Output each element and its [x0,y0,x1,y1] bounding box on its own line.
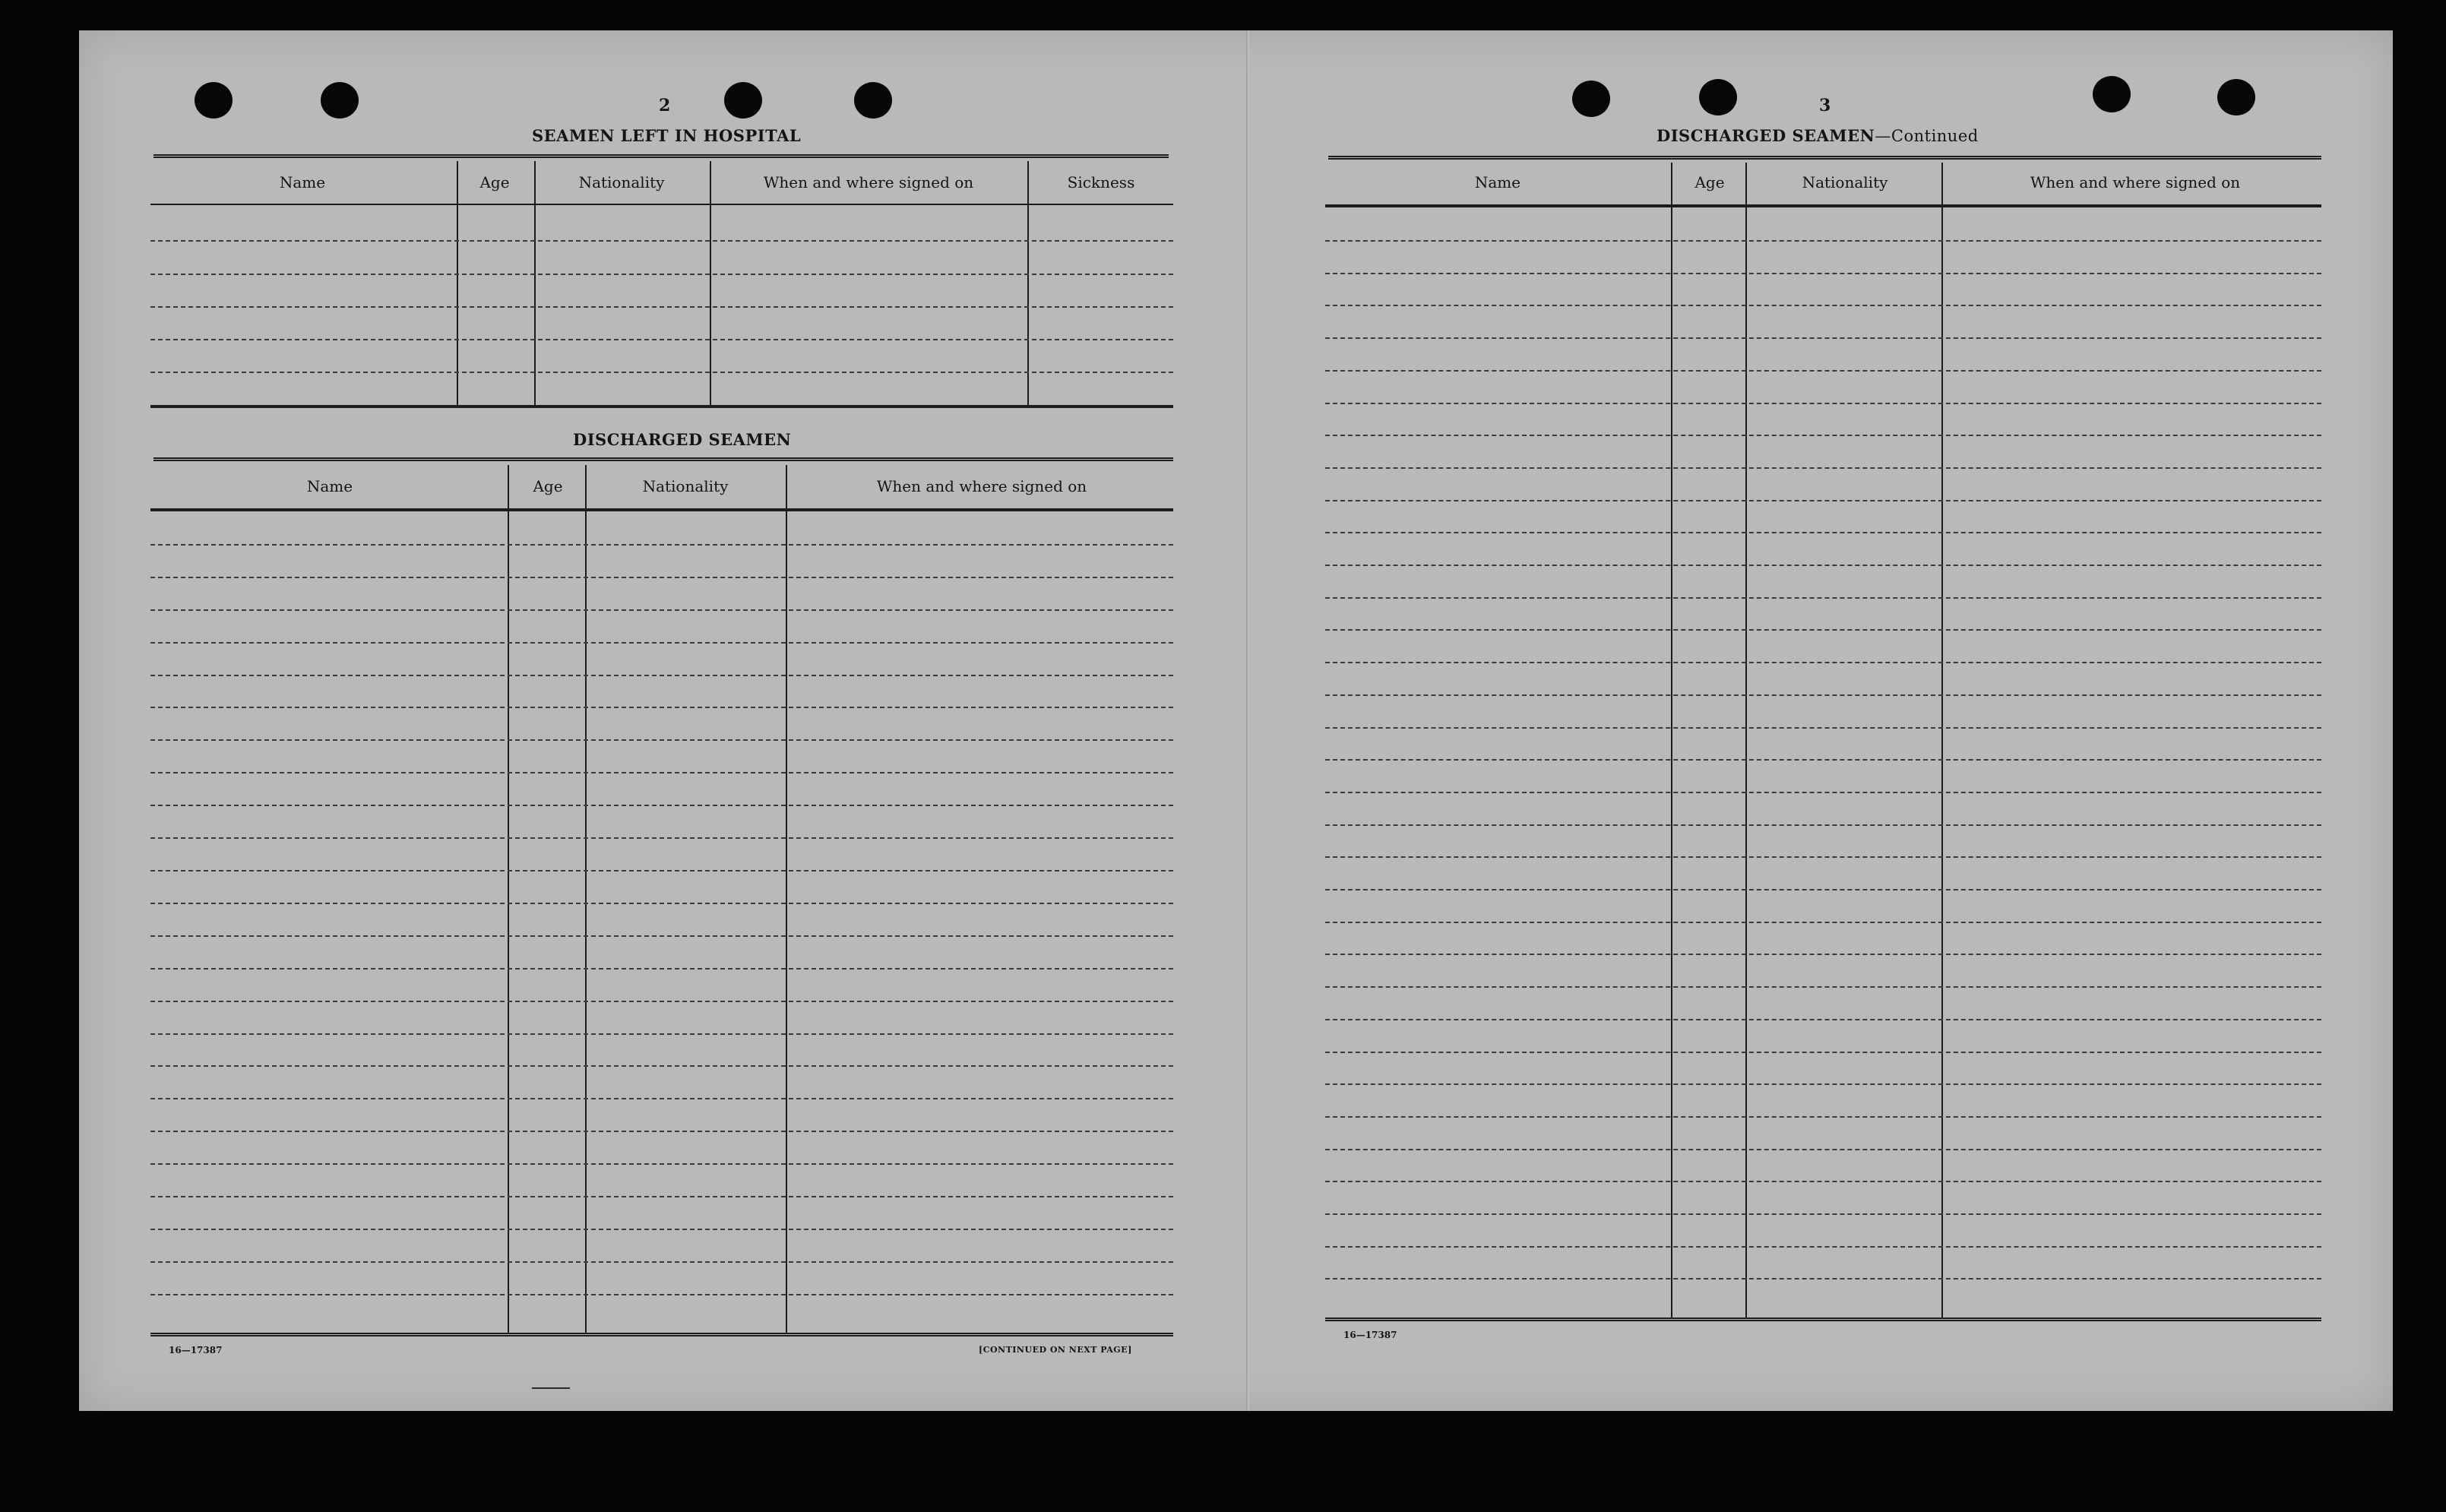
punch-hole [854,82,892,119]
continued-note: [CONTINUED ON NEXT PAGE] [979,1345,1132,1355]
right-col-name: Name [1474,173,1521,191]
hospital-row-line [150,306,1173,308]
ruled-row-line [1325,922,2321,923]
ruled-row-line [150,837,1173,839]
ruled-row-line [1325,1213,2321,1215]
punch-hole [2217,79,2255,115]
right-header-rule [1325,204,2321,207]
ruled-row-line [150,772,1173,773]
ruled-row-line [1325,954,2321,955]
discharged-col-signed-on: When and where signed on [876,477,1087,495]
ruled-row-line [1325,629,2321,631]
discharged-top-rule [153,457,1173,461]
ruled-row-line [1325,1116,2321,1118]
right-col-nationality: Nationality [1802,173,1888,191]
punch-hole [2093,76,2131,112]
ruled-row-line [1325,986,2321,988]
ruled-row-line [1325,435,2321,436]
ruled-row-line [150,609,1173,611]
ruled-row-line [150,1294,1173,1295]
discharged-continued-suffix: —Continued [1875,127,1979,145]
hospital-row-line [150,274,1173,275]
ruled-row-line [1325,370,2321,372]
discharged-col-name: Name [306,477,353,495]
ruled-row-line [150,870,1173,871]
ruled-row-line [150,642,1173,644]
ruled-row-line [1325,500,2321,501]
hospital-col-signed-on: When and where signed on [763,173,974,191]
right-col-divider [1941,163,1943,1319]
ruled-row-line [1325,694,2321,696]
ruled-row-line [150,805,1173,806]
ruled-row-line [150,968,1173,970]
ruled-row-line [150,577,1173,578]
ruled-row-line [150,1196,1173,1197]
page-number-left: 2 [659,96,671,115]
punch-hole [195,82,233,119]
discharged-section-title: DISCHARGED SEAMEN [573,430,792,449]
hospital-col-name: Name [279,173,326,191]
ruled-row-line [1325,532,2321,533]
right-bottom-rule [1325,1317,2321,1321]
discharged-col-nationality: Nationality [642,477,729,495]
ruled-row-line [150,1261,1173,1263]
right-top-rule [1328,156,2321,160]
discharged-col-divider [786,465,787,1334]
ruled-row-line [150,1065,1173,1067]
discharged-continued-title [1657,126,1979,145]
right-col-divider [1671,163,1672,1319]
ruled-row-line [1325,305,2321,306]
stray-mark [532,1387,570,1389]
hospital-bottom-rule [150,405,1173,408]
hospital-col-nationality: Nationality [578,173,665,191]
ruled-row-line [150,544,1173,546]
punch-hole [1572,81,1610,117]
ruled-row-line [1325,597,2321,599]
punch-hole [321,82,359,119]
ruled-row-line [150,903,1173,904]
discharged-bottom-rule [150,1333,1173,1336]
hospital-row-line [150,339,1173,340]
hospital-top-rule [153,154,1169,158]
ruled-row-line [150,707,1173,708]
ruled-row-line [1325,273,2321,274]
ruled-row-line [150,1163,1173,1165]
right-col-age: Age [1694,173,1725,191]
ruled-row-line [1325,759,2321,761]
right-col-signed-on: When and where signed on [2030,173,2241,191]
ruled-row-line [1325,662,2321,663]
page-number-right: 3 [1819,96,1831,115]
punch-hole [724,82,762,119]
ruled-row-line [150,1131,1173,1132]
right-col-divider [1745,163,1747,1319]
hospital-col-age: Age [479,173,510,191]
hospital-row-line [150,372,1173,373]
ruled-row-line [1325,889,2321,890]
discharged-col-divider [508,465,509,1334]
discharged-col-age: Age [533,477,563,495]
ruled-row-line [1325,1149,2321,1150]
ruled-row-line [150,935,1173,937]
ruled-row-line [150,739,1173,741]
ruled-row-line [150,1033,1173,1035]
discharged-col-divider [585,465,587,1334]
ruled-row-line [1325,467,2321,469]
ruled-row-line [1325,1181,2321,1182]
page-fold [1246,30,1249,1411]
hospital-row-line [150,240,1173,242]
ruled-row-line [1325,824,2321,826]
ruled-row-line [1325,856,2321,858]
punch-hole [1699,79,1737,115]
ruled-row-line [1325,1083,2321,1085]
ruled-row-line [1325,1019,2321,1020]
ruled-row-line [1325,337,2321,339]
ruled-row-line [1325,792,2321,793]
ruled-row-line [150,675,1173,676]
ruled-row-line [1325,1052,2321,1053]
discharged-continued-title-main: DISCHARGED SEAMEN [1657,126,1875,145]
ruled-row-line [1325,1278,2321,1280]
hospital-header-rule [150,204,1173,205]
form-number-left: 16—17387 [169,1345,223,1355]
ruled-row-line [1325,1246,2321,1248]
ruled-row-line [1325,240,2321,242]
scanned-document [79,30,2393,1411]
hospital-col-sickness: Sickness [1067,173,1135,191]
ruled-row-line [150,1001,1173,1002]
ruled-row-line [1325,403,2321,404]
ruled-row-line [1325,565,2321,566]
discharged-header-rule [150,508,1173,511]
ruled-row-line [1325,727,2321,729]
ruled-row-line [150,1098,1173,1099]
ruled-row-line [150,1229,1173,1230]
form-number-right: 16—17387 [1343,1330,1397,1340]
hospital-section-title: SEAMEN LEFT IN HOSPITAL [532,126,802,145]
